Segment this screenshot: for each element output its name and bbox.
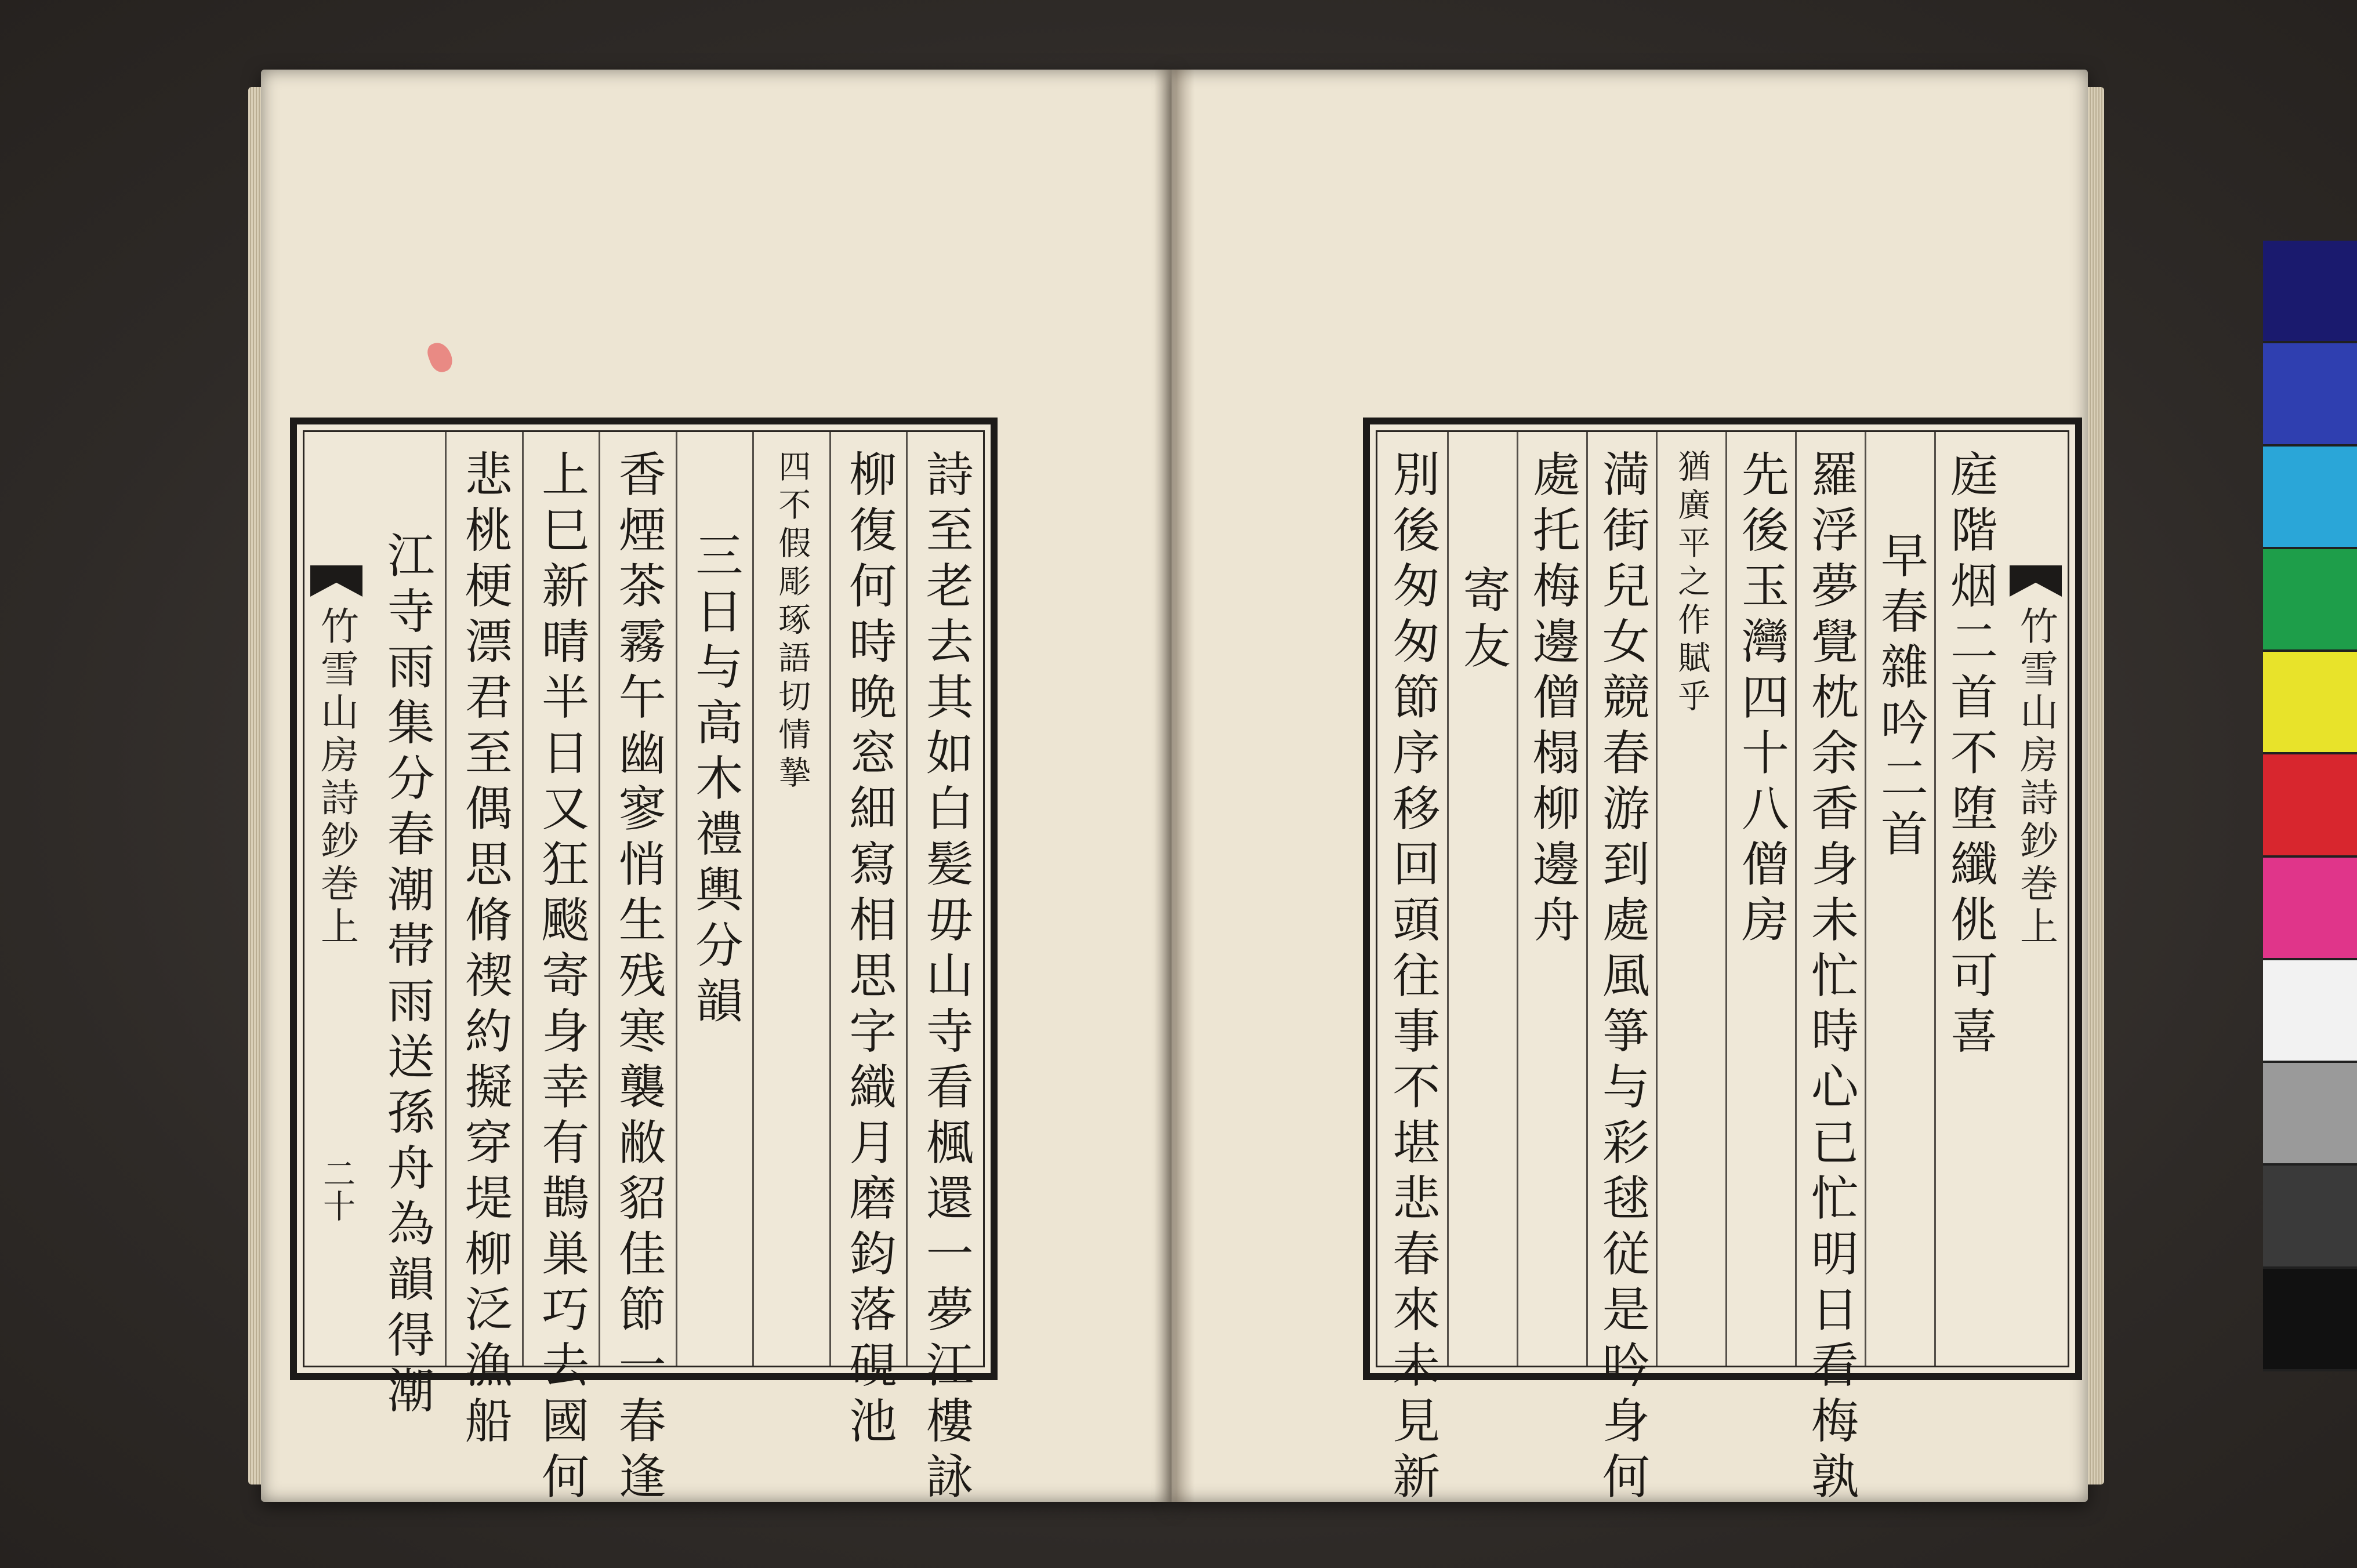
poem-title-column: 寄友 bbox=[1455, 565, 1511, 677]
color-swatch bbox=[2263, 343, 2357, 446]
left-text-frame bbox=[290, 418, 998, 1507]
text-column: 柳復何時晩窓細寫相思字織月磨鈞落硯池 bbox=[841, 449, 897, 1451]
fishtail-mark bbox=[310, 565, 362, 597]
book-gutter bbox=[1154, 70, 1195, 1502]
color-swatch bbox=[2263, 549, 2357, 652]
text-column: 満街兒女競春游到處風箏与彩毬従是吟身何 bbox=[1594, 449, 1650, 1507]
poem-title-column: 早春雜吟二首 bbox=[1873, 531, 1928, 865]
text-column: 別後匆匆節序移回頭往事不堪悲春來未見新 bbox=[1384, 449, 1440, 1507]
text-column: 羅浮夢覺枕余香身未忙時心已忙明日看梅孰 bbox=[1803, 449, 1859, 1507]
page-number: 二十 bbox=[318, 1157, 356, 1222]
color-swatch bbox=[2263, 858, 2357, 960]
fishtail-mark bbox=[2010, 565, 2062, 597]
text-column: 先後玉灣四十八僧房 bbox=[1734, 449, 1789, 950]
left-page bbox=[261, 70, 1172, 1507]
color-checker-strip bbox=[2263, 241, 2357, 1371]
text-column: 香煙茶霧午幽寥悄生残寒襲敝貂佳節一春逢 bbox=[611, 449, 666, 1507]
center-title: 竹雪山房詩鈔巻上 bbox=[314, 606, 359, 949]
color-swatch bbox=[2263, 1166, 2357, 1268]
text-column: 上巳新晴半日又狂颷寄身幸有鵲巣巧去國何 bbox=[534, 449, 589, 1507]
red-ink-mark bbox=[425, 339, 455, 375]
open-book bbox=[261, 70, 2088, 1507]
left-page-edges bbox=[248, 87, 261, 1484]
left-center-strip bbox=[304, 432, 368, 1366]
color-swatch bbox=[2263, 447, 2357, 549]
annotation-column: 猶廣平之作賦乎 bbox=[1673, 449, 1711, 717]
color-swatch bbox=[2263, 960, 2357, 1063]
annotation-column: 四不假彫琢語切情摯 bbox=[773, 449, 811, 794]
right-page-edges bbox=[2088, 87, 2104, 1484]
text-column: 處托梅邊僧榻柳邊舟 bbox=[1525, 449, 1580, 950]
poem-title-column: 三日与高木禮輿分韻 bbox=[687, 531, 743, 1032]
color-swatch bbox=[2263, 1063, 2357, 1166]
color-swatch bbox=[2263, 241, 2357, 343]
color-swatch bbox=[2263, 1269, 2357, 1371]
right-text-frame bbox=[1363, 418, 2082, 1507]
color-swatch bbox=[2263, 652, 2357, 754]
poem-title-column: 江寺雨集分春潮帯雨送孫舟為韻得潮 bbox=[379, 531, 435, 1421]
text-column: 悲桃梗漂君至偶思脩禊約擬穿堤柳泛漁船 bbox=[457, 449, 513, 1451]
text-column: 庭階烟二首不堕纖佻可喜 bbox=[1942, 449, 1998, 1062]
color-swatch bbox=[2263, 754, 2357, 857]
center-title: 竹雪山房詩鈔巻上 bbox=[2013, 606, 2058, 949]
text-column: 詩至老去其如白髪毋山寺看楓還一夢江樓詠 bbox=[918, 449, 974, 1507]
right-center-strip bbox=[2004, 432, 2068, 1366]
